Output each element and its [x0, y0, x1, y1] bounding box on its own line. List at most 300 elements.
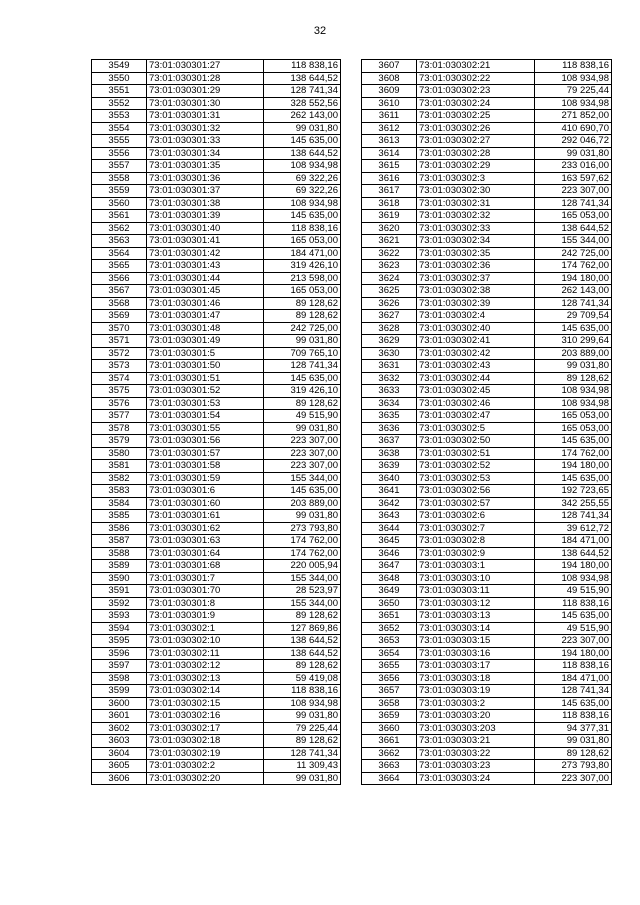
table-row: [362, 197, 612, 210]
row-number: 3632: [362, 372, 417, 385]
cadastral-value: 145 635,00: [264, 372, 341, 385]
row-number: 3610: [362, 97, 417, 110]
row-number: 3633: [362, 385, 417, 398]
cadastral-value: 213 598,00: [264, 272, 341, 285]
table-row: [92, 747, 341, 760]
cadastral-number: 73:01:030302:37: [417, 272, 535, 285]
table-row: [92, 372, 341, 385]
table-row: [92, 460, 341, 473]
cadastral-number: 73:01:030302:53: [417, 472, 535, 485]
cadastral-value: 99 031,80: [264, 510, 341, 523]
cadastral-number: 73:01:030301:7: [147, 572, 264, 585]
cadastral-value: 184 471,00: [535, 535, 612, 548]
cadastral-number: 73:01:030301:37: [147, 185, 264, 198]
row-number: 3626: [362, 297, 417, 310]
row-number: 3663: [362, 760, 417, 773]
table-row: [92, 672, 341, 685]
table-row: [92, 185, 341, 198]
row-number: 3636: [362, 422, 417, 435]
cadastral-number: 73:01:030301:38: [147, 197, 264, 210]
cadastral-number: 73:01:030301:58: [147, 460, 264, 473]
table-row: [92, 172, 341, 185]
cadastral-number: 73:01:030301:31: [147, 110, 264, 123]
row-number: 3555: [92, 135, 147, 148]
cadastral-number: 73:01:030302:1: [147, 622, 264, 635]
cadastral-value: 145 635,00: [535, 435, 612, 448]
row-number: 3645: [362, 535, 417, 548]
table-row: [92, 697, 341, 710]
cadastral-number: 73:01:030301:45: [147, 285, 264, 298]
cadastral-number: 73:01:030301:28: [147, 72, 264, 85]
table-row: [362, 710, 612, 723]
table-row: [362, 322, 612, 335]
row-number: 3631: [362, 360, 417, 373]
table-row: [92, 597, 341, 610]
table-row: [92, 247, 341, 260]
cadastral-number: 73:01:030303:14: [417, 622, 535, 635]
table-row: [92, 347, 341, 360]
cadastral-value: 262 143,00: [535, 285, 612, 298]
table-row: [362, 610, 612, 623]
table-row: [92, 497, 341, 510]
table-row: [92, 397, 341, 410]
cadastral-number: 73:01:030302:7: [417, 522, 535, 535]
table-row: [92, 522, 341, 535]
cadastral-number: 73:01:030302:17: [147, 722, 264, 735]
table-row: [92, 585, 341, 598]
cadastral-value: 127 869,86: [264, 622, 341, 635]
table-row: [362, 310, 612, 323]
row-number: 3590: [92, 572, 147, 585]
row-number: 3647: [362, 560, 417, 573]
cadastral-value: 108 934,98: [535, 572, 612, 585]
cadastral-value: 118 838,16: [264, 685, 341, 698]
cadastral-value: 89 128,62: [264, 310, 341, 323]
cadastral-value: 273 793,80: [264, 522, 341, 535]
cadastral-number: 73:01:030302:14: [147, 685, 264, 698]
table-row: [92, 385, 341, 398]
cadastral-number: 73:01:030301:9: [147, 610, 264, 623]
cadastral-value: 262 143,00: [264, 110, 341, 123]
cadastral-number: 73:01:030301:6: [147, 485, 264, 498]
cadastral-value: 89 128,62: [264, 610, 341, 623]
cadastral-value: 155 344,00: [264, 572, 341, 585]
table-row: [362, 235, 612, 248]
row-number: 3656: [362, 672, 417, 685]
cadastral-value: 709 765,10: [264, 347, 341, 360]
cadastral-number: 73:01:030302:16: [147, 710, 264, 723]
table-row: [92, 197, 341, 210]
table-row: [362, 272, 612, 285]
row-number: 3609: [362, 85, 417, 98]
row-number: 3596: [92, 647, 147, 660]
cadastral-number: 73:01:030302:50: [417, 435, 535, 448]
table-row: [362, 285, 612, 298]
cadastral-value: 128 741,34: [535, 197, 612, 210]
row-number: 3567: [92, 285, 147, 298]
cadastral-number: 73:01:030301:46: [147, 297, 264, 310]
row-number: 3551: [92, 85, 147, 98]
cadastral-number: 73:01:030301:62: [147, 522, 264, 535]
cadastral-value: 155 344,00: [535, 235, 612, 248]
table-row: [92, 472, 341, 485]
row-number: 3556: [92, 147, 147, 160]
row-number: 3603: [92, 735, 147, 748]
cadastral-value: 49 515,90: [535, 622, 612, 635]
cadastral-value: 194 180,00: [535, 560, 612, 573]
row-number: 3575: [92, 385, 147, 398]
cadastral-number: 73:01:030301:40: [147, 222, 264, 235]
cadastral-value: 145 635,00: [535, 472, 612, 485]
cadastral-number: 73:01:030301:61: [147, 510, 264, 523]
cadastral-value: 223 307,00: [535, 635, 612, 648]
row-number: 3550: [92, 72, 147, 85]
cadastral-number: 73:01:030302:26: [417, 122, 535, 135]
cadastral-number: 73:01:030302:56: [417, 485, 535, 498]
cadastral-value: 145 635,00: [535, 322, 612, 335]
cadastral-number: 73:01:030301:41: [147, 235, 264, 248]
cadastral-number: 73:01:030302:33: [417, 222, 535, 235]
cadastral-number: 73:01:030301:48: [147, 322, 264, 335]
table-row: [362, 672, 612, 685]
cadastral-number: 73:01:030302:52: [417, 460, 535, 473]
cadastral-number: 73:01:030302:40: [417, 322, 535, 335]
table-row: [362, 747, 612, 760]
row-number: 3608: [362, 72, 417, 85]
row-number: 3660: [362, 722, 417, 735]
cadastral-value: 174 762,00: [264, 547, 341, 560]
row-number: 3635: [362, 410, 417, 423]
row-number: 3597: [92, 660, 147, 673]
cadastral-value: 28 523,97: [264, 585, 341, 598]
cadastral-value: 99 031,80: [264, 122, 341, 135]
row-number: 3559: [92, 185, 147, 198]
table-row: [92, 360, 341, 373]
table-row: [92, 260, 341, 273]
cadastral-number: 73:01:030302:36: [417, 260, 535, 273]
table-row: [92, 622, 341, 635]
table-row: [362, 185, 612, 198]
row-number: 3650: [362, 597, 417, 610]
cadastral-number: 73:01:030302:43: [417, 360, 535, 373]
cadastral-value: 223 307,00: [264, 447, 341, 460]
cadastral-number: 73:01:030302:18: [147, 735, 264, 748]
cadastral-value: 184 471,00: [535, 672, 612, 685]
row-number: 3576: [92, 397, 147, 410]
cadastral-value: 99 031,80: [535, 735, 612, 748]
table-row: [362, 560, 612, 573]
cadastral-value: 108 934,98: [535, 397, 612, 410]
table-row: [362, 360, 612, 373]
row-number: 3565: [92, 260, 147, 273]
table-row: [92, 147, 341, 160]
cadastral-number: 73:01:030302:45: [417, 385, 535, 398]
cadastral-number: 73:01:030303:16: [417, 647, 535, 660]
row-number: 3585: [92, 510, 147, 523]
cadastral-value: 194 180,00: [535, 272, 612, 285]
row-number: 3571: [92, 335, 147, 348]
row-number: 3655: [362, 660, 417, 673]
row-number: 3649: [362, 585, 417, 598]
row-number: 3577: [92, 410, 147, 423]
table-row: [362, 147, 612, 160]
cadastral-number: 73:01:030301:59: [147, 472, 264, 485]
table-row: [92, 710, 341, 723]
cadastral-value: 184 471,00: [264, 247, 341, 260]
cadastral-number: 73:01:030301:36: [147, 172, 264, 185]
table-row: [92, 122, 341, 135]
cadastral-number: 73:01:030302:28: [417, 147, 535, 160]
cadastral-number: 73:01:030301:52: [147, 385, 264, 398]
table-row: [92, 772, 341, 785]
cadastral-value: 273 793,80: [535, 760, 612, 773]
row-number: 3562: [92, 222, 147, 235]
table-row: [362, 335, 612, 348]
cadastral-value: 108 934,98: [264, 697, 341, 710]
row-number: 3602: [92, 722, 147, 735]
row-number: 3563: [92, 235, 147, 248]
cadastral-value: 89 128,62: [535, 747, 612, 760]
cadastral-number: 73:01:030302:13: [147, 672, 264, 685]
cadastral-value: 89 128,62: [264, 735, 341, 748]
row-number: 3552: [92, 97, 147, 110]
row-number: 3625: [362, 285, 417, 298]
row-number: 3599: [92, 685, 147, 698]
table-row: [92, 160, 341, 173]
row-number: 3639: [362, 460, 417, 473]
cadastral-number: 73:01:030302:6: [417, 510, 535, 523]
row-number: 3662: [362, 747, 417, 760]
cadastral-number: 73:01:030301:43: [147, 260, 264, 273]
table-row: [92, 272, 341, 285]
cadastral-value: 89 128,62: [264, 660, 341, 673]
cadastral-number: 73:01:030302:31: [417, 197, 535, 210]
row-number: 3580: [92, 447, 147, 460]
table-row: [362, 760, 612, 773]
cadastral-value: 99 031,80: [264, 335, 341, 348]
cadastral-value: 203 889,00: [535, 347, 612, 360]
row-number: 3641: [362, 485, 417, 498]
table-row: [362, 497, 612, 510]
cadastral-number: 73:01:030301:50: [147, 360, 264, 373]
row-number: 3573: [92, 360, 147, 373]
cadastral-value: 108 934,98: [535, 385, 612, 398]
table-row: [362, 347, 612, 360]
cadastral-value: 138 644,52: [535, 222, 612, 235]
cadastral-number: 73:01:030303:15: [417, 635, 535, 648]
row-number: 3593: [92, 610, 147, 623]
cadastral-value: 223 307,00: [535, 772, 612, 785]
table-row: [362, 647, 612, 660]
table-row: [362, 260, 612, 273]
cadastral-number: 73:01:030302:41: [417, 335, 535, 348]
table-row: [362, 135, 612, 148]
cadastral-number: 73:01:030303:2: [417, 697, 535, 710]
row-number: 3644: [362, 522, 417, 535]
table-row: [362, 485, 612, 498]
cadastral-number: 73:01:030301:27: [147, 60, 264, 73]
table-row: [362, 685, 612, 698]
table-row: [362, 460, 612, 473]
table-row: [92, 285, 341, 298]
cadastral-value: 118 838,16: [535, 597, 612, 610]
cadastral-value: 138 644,52: [264, 147, 341, 160]
cadastral-value: 165 053,00: [535, 210, 612, 223]
cadastral-number: 73:01:030301:60: [147, 497, 264, 510]
cadastral-value: 108 934,98: [535, 97, 612, 110]
parcel-table-left: [91, 59, 341, 785]
table-row: [362, 510, 612, 523]
cadastral-value: 94 377,31: [535, 722, 612, 735]
table-row: [92, 210, 341, 223]
table-row: [92, 447, 341, 460]
cadastral-value: 39 612,72: [535, 522, 612, 535]
row-number: 3616: [362, 172, 417, 185]
cadastral-number: 73:01:030302:25: [417, 110, 535, 123]
cadastral-number: 73:01:030301:32: [147, 122, 264, 135]
row-number: 3568: [92, 297, 147, 310]
cadastral-number: 73:01:030301:8: [147, 597, 264, 610]
cadastral-number: 73:01:030302:35: [417, 247, 535, 260]
row-number: 3657: [362, 685, 417, 698]
cadastral-value: 89 128,62: [264, 297, 341, 310]
row-number: 3620: [362, 222, 417, 235]
cadastral-number: 73:01:030302:27: [417, 135, 535, 148]
table-row: [92, 572, 341, 585]
table-row: [92, 722, 341, 735]
cadastral-number: 73:01:030303:21: [417, 735, 535, 748]
row-number: 3579: [92, 435, 147, 448]
cadastral-value: 138 644,52: [264, 72, 341, 85]
cadastral-number: 73:01:030302:12: [147, 660, 264, 673]
cadastral-value: 59 419,08: [264, 672, 341, 685]
row-number: 3642: [362, 497, 417, 510]
table-row: [362, 297, 612, 310]
row-number: 3659: [362, 710, 417, 723]
cadastral-value: 319 426,10: [264, 385, 341, 398]
row-number: 3643: [362, 510, 417, 523]
cadastral-value: 118 838,16: [264, 60, 341, 73]
table-row: [92, 510, 341, 523]
table-row: [92, 635, 341, 648]
row-number: 3605: [92, 760, 147, 773]
row-number: 3582: [92, 472, 147, 485]
table-row: [362, 660, 612, 673]
table-row: [362, 97, 612, 110]
parcel-table-right: [361, 59, 612, 785]
cadastral-value: 138 644,52: [535, 547, 612, 560]
row-number: 3614: [362, 147, 417, 160]
table-row: [92, 685, 341, 698]
cadastral-number: 73:01:030302:10: [147, 635, 264, 648]
cadastral-value: 223 307,00: [535, 185, 612, 198]
cadastral-number: 73:01:030301:53: [147, 397, 264, 410]
cadastral-value: 128 741,34: [535, 510, 612, 523]
row-number: 3600: [92, 697, 147, 710]
table-row: [362, 72, 612, 85]
row-number: 3648: [362, 572, 417, 585]
row-number: 3594: [92, 622, 147, 635]
cadastral-number: 73:01:030301:51: [147, 372, 264, 385]
row-number: 3611: [362, 110, 417, 123]
cadastral-value: 165 053,00: [535, 422, 612, 435]
row-number: 3653: [362, 635, 417, 648]
cadastral-number: 73:01:030302:5: [417, 422, 535, 435]
table-row: [362, 172, 612, 185]
row-number: 3640: [362, 472, 417, 485]
row-number: 3592: [92, 597, 147, 610]
cadastral-number: 73:01:030302:11: [147, 647, 264, 660]
cadastral-value: 145 635,00: [264, 485, 341, 498]
cadastral-value: 174 762,00: [264, 535, 341, 548]
cadastral-number: 73:01:030301:33: [147, 135, 264, 148]
row-number: 3589: [92, 560, 147, 573]
table-row: [92, 310, 341, 323]
table-row: [92, 547, 341, 560]
cadastral-number: 73:01:030302:4: [417, 310, 535, 323]
cadastral-value: 194 180,00: [535, 460, 612, 473]
row-number: 3598: [92, 672, 147, 685]
cadastral-value: 410 690,70: [535, 122, 612, 135]
row-number: 3549: [92, 60, 147, 73]
cadastral-value: 128 741,34: [264, 747, 341, 760]
table-row: [92, 72, 341, 85]
cadastral-value: 79 225,44: [264, 722, 341, 735]
row-number: 3619: [362, 210, 417, 223]
cadastral-value: 145 635,00: [264, 135, 341, 148]
cadastral-number: 73:01:030302:15: [147, 697, 264, 710]
table-row: [362, 522, 612, 535]
table-row: [362, 85, 612, 98]
page-number: 32: [313, 25, 327, 37]
cadastral-value: 145 635,00: [535, 610, 612, 623]
table-row: [92, 235, 341, 248]
row-number: 3613: [362, 135, 417, 148]
cadastral-value: 118 838,16: [535, 660, 612, 673]
cadastral-number: 73:01:030301:49: [147, 335, 264, 348]
table-row: [362, 735, 612, 748]
row-number: 3658: [362, 697, 417, 710]
row-number: 3581: [92, 460, 147, 473]
cadastral-value: 128 741,34: [264, 360, 341, 373]
cadastral-number: 73:01:030301:68: [147, 560, 264, 573]
table-row: [92, 97, 341, 110]
cadastral-number: 73:01:030301:54: [147, 410, 264, 423]
cadastral-number: 73:01:030301:35: [147, 160, 264, 173]
cadastral-value: 233 016,00: [535, 160, 612, 173]
cadastral-number: 73:01:030301:57: [147, 447, 264, 460]
table-row: [362, 535, 612, 548]
table-row: [92, 647, 341, 660]
cadastral-value: 128 741,34: [535, 297, 612, 310]
cadastral-number: 73:01:030301:70: [147, 585, 264, 598]
cadastral-value: 223 307,00: [264, 460, 341, 473]
table-row: [92, 335, 341, 348]
cadastral-number: 73:01:030303:13: [417, 610, 535, 623]
cadastral-number: 73:01:030303:19: [417, 685, 535, 698]
cadastral-value: 69 322,26: [264, 172, 341, 185]
row-number: 3606: [92, 772, 147, 785]
table-row: [92, 410, 341, 423]
table-row: [362, 222, 612, 235]
cadastral-number: 73:01:030303:1: [417, 560, 535, 573]
table-row: [362, 697, 612, 710]
cadastral-number: 73:01:030301:64: [147, 547, 264, 560]
cadastral-value: 145 635,00: [264, 210, 341, 223]
table-row: [362, 572, 612, 585]
cadastral-number: 73:01:030303:23: [417, 760, 535, 773]
cadastral-number: 73:01:030301:39: [147, 210, 264, 223]
